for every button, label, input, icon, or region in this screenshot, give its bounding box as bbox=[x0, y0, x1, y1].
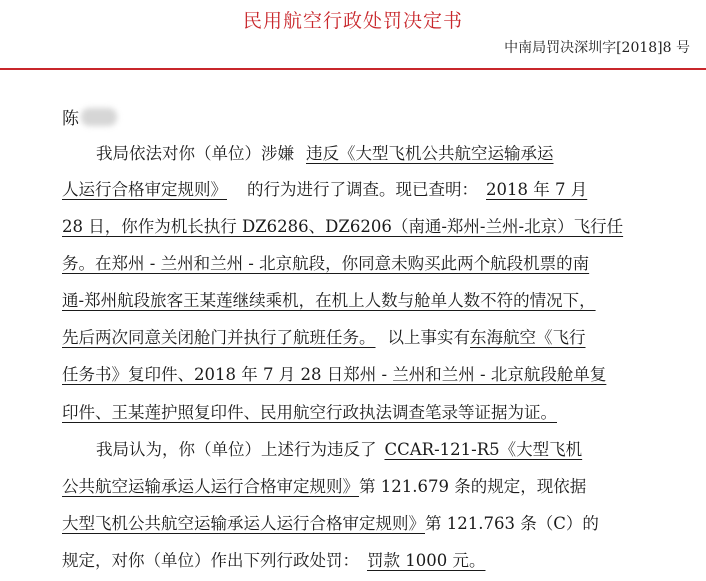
header-rule bbox=[0, 68, 706, 70]
underlined-text: 任务书》复印件、2018 年 7 月 28 日郑州 - 兰州和兰州 - 北京航段舱单复 bbox=[62, 365, 607, 384]
text-span: 我局认为，你（单位）上述行为违反了 bbox=[96, 440, 377, 459]
paragraph1-line1 bbox=[96, 141, 554, 167]
underlined-text: 违反《大型飞机公共航空运输承运 bbox=[306, 144, 554, 163]
underlined-text: 大型飞机公共航空运输承运人运行合格审定规则》 bbox=[62, 514, 425, 533]
underlined-text: 务。在郑州 - 兰州和兰州 - 北京航段，你同意未购买此两个航段机票的南 bbox=[62, 254, 590, 273]
text-span: 我局依法对你（单位）涉嫌 bbox=[96, 144, 294, 163]
redacted-name bbox=[81, 108, 117, 126]
underlined-text: 28 日，你作为机长执行 DZ6286、DZ6206（南通-郑州-兰州-北京）飞行任 bbox=[62, 217, 624, 236]
text-span: 的行为进行了调查。现已查明： bbox=[247, 180, 478, 199]
underlined-text: CCAR-121-R5《大型飞机 bbox=[384, 440, 583, 459]
document-title: 民用航空行政处罚决定书 bbox=[242, 10, 463, 32]
paragraph1-line4 bbox=[62, 251, 589, 277]
underlined-text: 通-郑州航段旅客王某莲继续乘机，在机上人数与舱单人数不符的情况下， bbox=[62, 291, 596, 310]
paragraph1-line2 bbox=[62, 177, 587, 203]
paragraph2-line3 bbox=[62, 511, 599, 537]
paragraph2-line1 bbox=[96, 437, 582, 463]
text-span: 以上事实有 bbox=[387, 328, 470, 347]
underlined-text: 东海航空《飞行 bbox=[470, 328, 586, 347]
document-number: 中南局罚决深圳字[2018]8 号 bbox=[504, 40, 690, 56]
text-span: 规定，对你（单位）作出下列行政处罚： bbox=[62, 551, 359, 570]
text-span: 第 121.679 条的规定，现依据 bbox=[359, 477, 587, 496]
recipient-line bbox=[62, 104, 117, 129]
paragraph1-line3 bbox=[62, 214, 623, 240]
underlined-text: 先后两次同意关闭舱门并执行了航班任务。 bbox=[62, 328, 376, 347]
paragraph1-line5 bbox=[62, 288, 596, 314]
underlined-text: 公共航空运输承运人运行合格审定规则》 bbox=[62, 477, 359, 496]
text-span: 第 121.763 条（C）的 bbox=[425, 514, 599, 533]
paragraph1-line8 bbox=[62, 400, 557, 426]
paragraph1-line7 bbox=[62, 362, 606, 388]
paragraph2-line4 bbox=[62, 548, 485, 574]
paragraph2-line2 bbox=[62, 474, 586, 500]
recipient-name: 陈 bbox=[62, 109, 79, 129]
underlined-text: 印件、王某莲护照复印件、民用航空行政执法调查笔录等证据为证。 bbox=[62, 403, 557, 422]
paragraph1-line6 bbox=[62, 325, 586, 351]
underlined-text: 人运行合格审定规则》 bbox=[62, 180, 227, 199]
underlined-text: 罚款 1000 元。 bbox=[367, 551, 486, 570]
underlined-text: 2018 年 7 月 bbox=[486, 180, 588, 199]
